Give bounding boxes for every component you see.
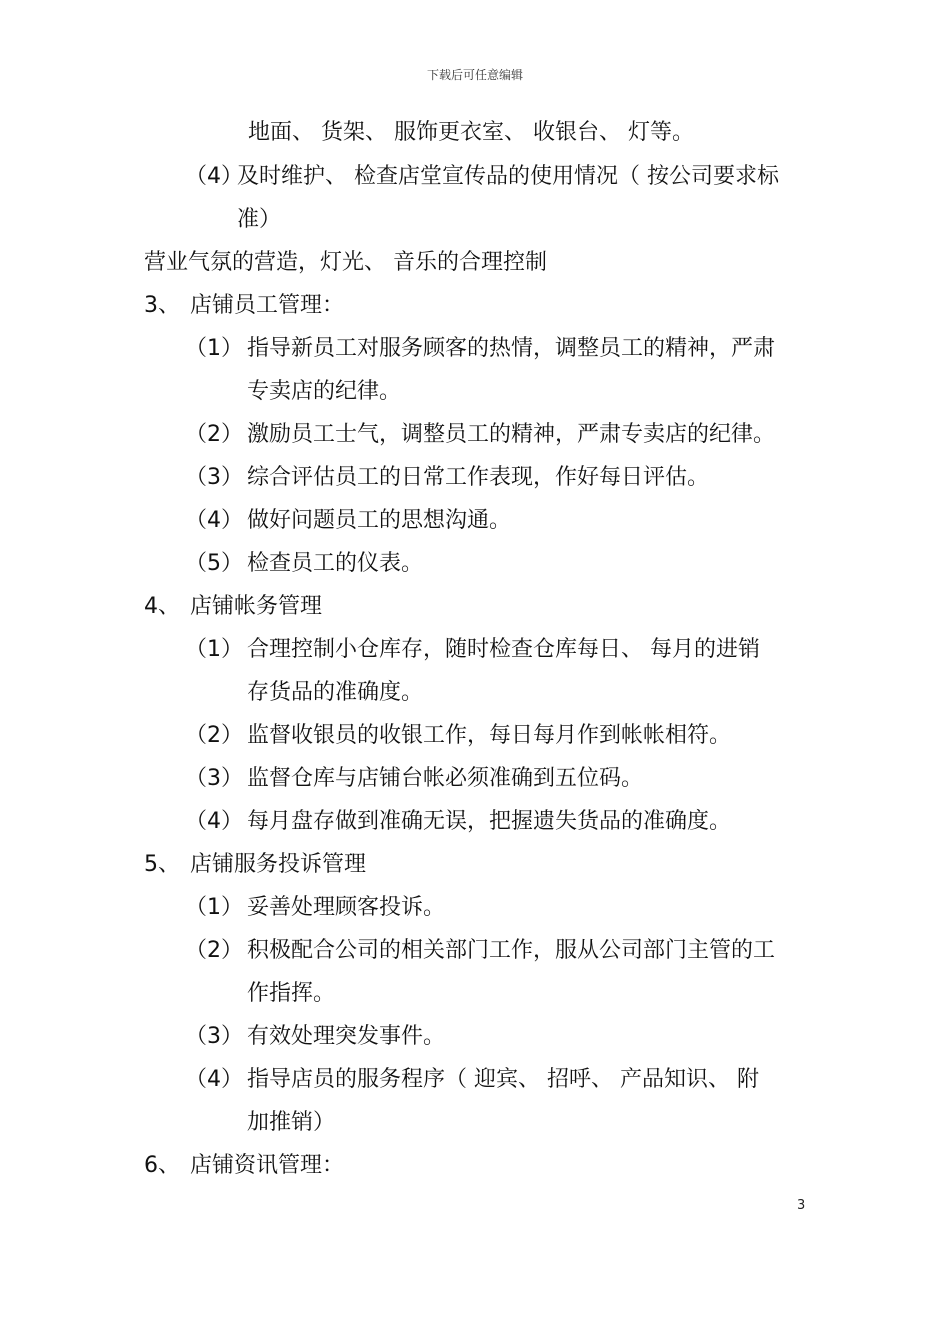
line-text: 店铺帐务管理 <box>190 594 323 619</box>
text-line <box>248 118 694 148</box>
section-number: 6、 <box>144 1153 180 1178</box>
page-header: 下载后可任意编辑 <box>426 68 523 82</box>
line-text: 营业气氛的营造，灯光、 音乐的合理控制 <box>144 250 547 275</box>
line-text: 做好问题员工的思想沟通。 <box>247 508 512 533</box>
line-text: 存货品的准确度。 <box>247 680 424 705</box>
list-item <box>185 635 760 665</box>
line-text: 妥善处理顾客投诉。 <box>247 895 446 920</box>
line-text: 积极配合公司的相关部门工作，服从公司部门主管的工 <box>247 938 776 963</box>
list-item <box>185 1022 445 1052</box>
section-number: 4、 <box>144 594 180 619</box>
line-text: 作指挥。 <box>247 981 336 1006</box>
text-line <box>144 248 547 278</box>
list-item <box>185 463 709 493</box>
list-item <box>185 1065 759 1095</box>
section-number: 3、 <box>144 293 180 318</box>
item-number: （3） <box>185 465 243 490</box>
section-heading <box>144 592 322 622</box>
line-text: 指导店员的服务程序（ 迎宾、 招呼、 产品知识、 附 <box>247 1067 759 1092</box>
item-number: （3） <box>185 1024 243 1049</box>
list-item <box>185 936 775 966</box>
line-text: 激励员工士气，调整员工的精神，严肃专卖店的纪律。 <box>247 422 776 447</box>
line-text: 有效处理突发事件。 <box>247 1024 446 1049</box>
list-item <box>185 807 731 837</box>
line-text: 监督收银员的收银工作，每日每月作到帐帐相符。 <box>247 723 732 748</box>
line-text: 店铺员工管理： <box>190 293 345 318</box>
item-number: （5） <box>185 551 243 576</box>
line-text: 及时维护、 检查店堂宣传品的使用情况（ 按公司要求标 <box>237 164 779 189</box>
text-line <box>247 979 335 1009</box>
item-number: （2） <box>185 938 243 963</box>
text-line <box>247 1108 335 1138</box>
list-item <box>185 764 643 794</box>
item-number: （1） <box>185 637 243 662</box>
line-text: 准） <box>237 207 282 232</box>
text-line <box>247 678 423 708</box>
section-heading <box>144 1151 344 1181</box>
line-text: 专卖店的纪律。 <box>247 379 402 404</box>
list-item <box>185 893 445 923</box>
item-number: （2） <box>185 422 243 447</box>
list-item <box>185 506 511 536</box>
list-item <box>185 334 775 364</box>
item-number: （1） <box>185 895 243 920</box>
line-text: 店铺服务投诉管理 <box>190 852 367 877</box>
item-number: （4） <box>185 164 243 189</box>
line-text: 店铺资讯管理： <box>190 1153 345 1178</box>
line-text: 检查员工的仪表。 <box>247 551 424 576</box>
text-line <box>247 377 401 407</box>
list-item <box>185 162 779 192</box>
text-line <box>237 205 281 235</box>
section-heading <box>144 850 366 880</box>
line-text: 加推销） <box>247 1110 336 1135</box>
line-text: 地面、 货架、 服饰更衣室、 收银台、 灯等。 <box>248 120 694 145</box>
item-number: （2） <box>185 723 243 748</box>
list-item <box>185 420 775 450</box>
line-text: 每月盘存做到准确无误，把握遗失货品的准确度。 <box>247 809 732 834</box>
item-number: （1） <box>185 336 243 361</box>
line-text: 综合评估员工的日常工作表现，作好每日评估。 <box>247 465 710 490</box>
section-heading <box>144 291 344 321</box>
line-text: 指导新员工对服务顾客的热情，调整员工的精神，严肃 <box>247 336 776 361</box>
item-number: （4） <box>185 508 243 533</box>
item-number: （4） <box>185 809 243 834</box>
item-number: （4） <box>185 1067 243 1092</box>
page-number: 3 <box>797 1198 806 1213</box>
list-item <box>185 721 731 751</box>
section-number: 5、 <box>144 852 180 877</box>
line-text: 监督仓库与店铺台帐必须准确到五位码。 <box>247 766 644 791</box>
list-item <box>185 549 423 579</box>
item-number: （3） <box>185 766 243 791</box>
line-text: 合理控制小仓库存，随时检查仓库每日、 每月的进销 <box>247 637 760 662</box>
